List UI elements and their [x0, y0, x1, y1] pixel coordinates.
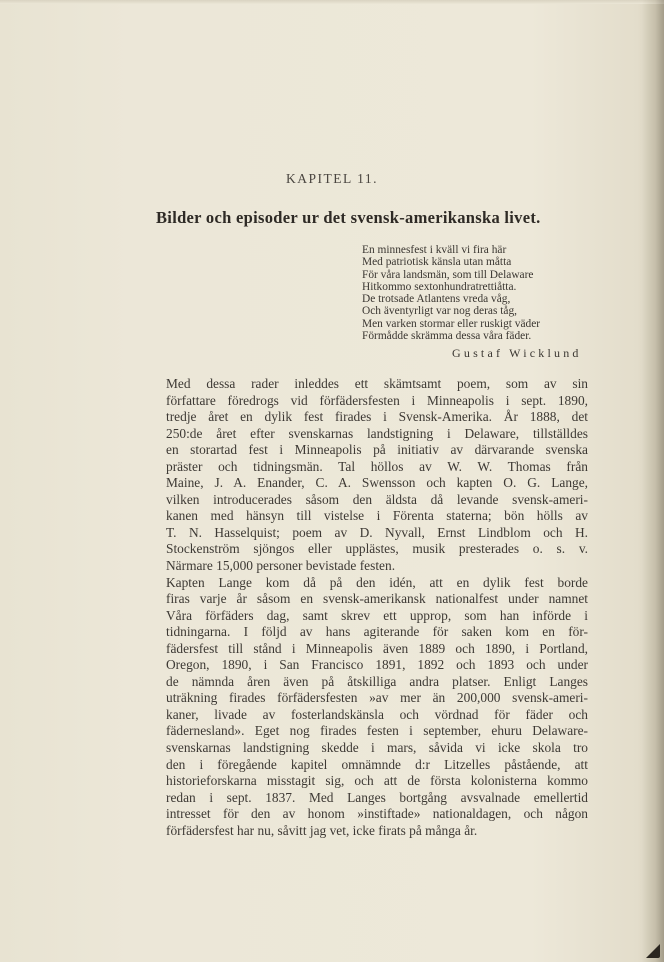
- body-line: vilken introducerades såsom den äldsta då levande svensk-ameri-: [166, 491, 588, 507]
- body-line: Oregon, 1890, i San Francisco 1891, 1892 och 1893 och under: [166, 657, 588, 673]
- body-line: uträkning firades förfädersfesten »av mer än 200,000 svensk-ameri-: [166, 690, 588, 706]
- body-line: kaner, livade av fosterlandskänsla och vördnad för fäder och: [166, 706, 588, 722]
- body-line: 250:de året efter svenskarnas landstigning i Delaware, tillställdes: [166, 425, 588, 441]
- body-line: fädersfest till stånd i Minneapolis även 1889 och 1890, i Portland,: [166, 640, 588, 656]
- poem-line: Och äventyrligt var nog deras tåg,: [362, 305, 517, 318]
- body-line: författare föredrogs vid förfädersfesten i Minneapolis i sept. 1890,: [166, 392, 588, 408]
- poem-author: Gustaf Wicklund: [452, 346, 582, 360]
- body-line: historieforskarna misstagit sig, och att de första kolonisterna kommo: [166, 773, 588, 789]
- poem-line: Förmådde skrämma dessa våra fäder.: [362, 330, 532, 343]
- poem-line: Men varken stormar eller ruskigt väder: [362, 317, 541, 330]
- poem-line: En minnesfest i kväll vi fira här: [362, 244, 507, 256]
- body-line: präster och tidningsmän. Tal höllos av W. W. Thomas från: [166, 458, 588, 474]
- page-gutter-shadow: [642, 0, 664, 962]
- body-line: Våra förfäders dag, samt skrev ett upprop, som han införde i: [166, 607, 588, 623]
- poem-line: För våra landsmän, som till Delaware: [362, 268, 534, 281]
- body-line: svenskarnas landstigning skedde i mars, såvida vi icke skola tro: [166, 740, 588, 756]
- body-line: tredje året en dylik fest firades i Svensk-Amerika. År 1888, det: [166, 409, 588, 425]
- poem-line: Med patriotisk känsla utan måtta: [362, 256, 512, 269]
- body-line: tidningarna. I följd av hans agiterande för saken kom en för-: [166, 624, 588, 640]
- poem-line: Hitkommo sextonhundratrettiåtta.: [362, 280, 517, 293]
- body-line: redan i sept. 1837. Med Langes bortgång avsvalnade emellertid: [166, 789, 588, 805]
- chapter-heading: KAPITEL 11.: [286, 171, 378, 186]
- body-line: Kapten Lange kom då på den idén, att en dylik fest borde: [166, 574, 588, 590]
- body-line: kanen med hänsyn till vistelse i Förenta staterna; bön hölls av: [166, 508, 588, 524]
- body-line: förfädersfest har nu, såvitt jag vet, icke firats på många år.: [166, 822, 478, 838]
- epigraph-poem: [362, 244, 540, 342]
- body-line: intresset för den av honom »instiftade» nationaldagen, och någon: [166, 806, 588, 822]
- body-line: fädernesland». Eget nog firades festen i september, ehuru Delaware-: [166, 723, 588, 739]
- body-line: firas varje år såsom en svensk-amerikansk nationalfest under namnet: [166, 591, 588, 607]
- body-line: T. N. Hasselquist; poem av D. Nyvall, Ernst Lindblom och H.: [166, 524, 588, 540]
- body-line: Stockenström sjöngos eller upplästes, musik presterades o. s. v.: [166, 541, 588, 557]
- poem-line: De trotsade Atlantens vreda våg,: [362, 293, 511, 306]
- body-line: den i föregående kapitel omnämnde d:r Litzelles påstående, att: [166, 756, 588, 772]
- chapter-title: Bilder och episoder ur det svensk-amerikanska livet.: [156, 208, 541, 227]
- body-line: en storartad fest i Minneapolis på initiativ av därvarande svenska: [166, 442, 588, 458]
- body-line: de nämnda åren även på åtskilliga andra platser. Enligt Langes: [166, 673, 588, 689]
- body-line: Med dessa rader inleddes ett skämtsamt poem, som av sin: [166, 376, 588, 391]
- page-top-edge: [0, 0, 664, 4]
- body-line: Maine, J. A. Enander, C. A. Swensson och kapten O. G. Lange,: [166, 475, 588, 491]
- body-line: Närmare 15,000 personer bevistade festen.: [166, 558, 396, 574]
- body-text: [166, 376, 588, 839]
